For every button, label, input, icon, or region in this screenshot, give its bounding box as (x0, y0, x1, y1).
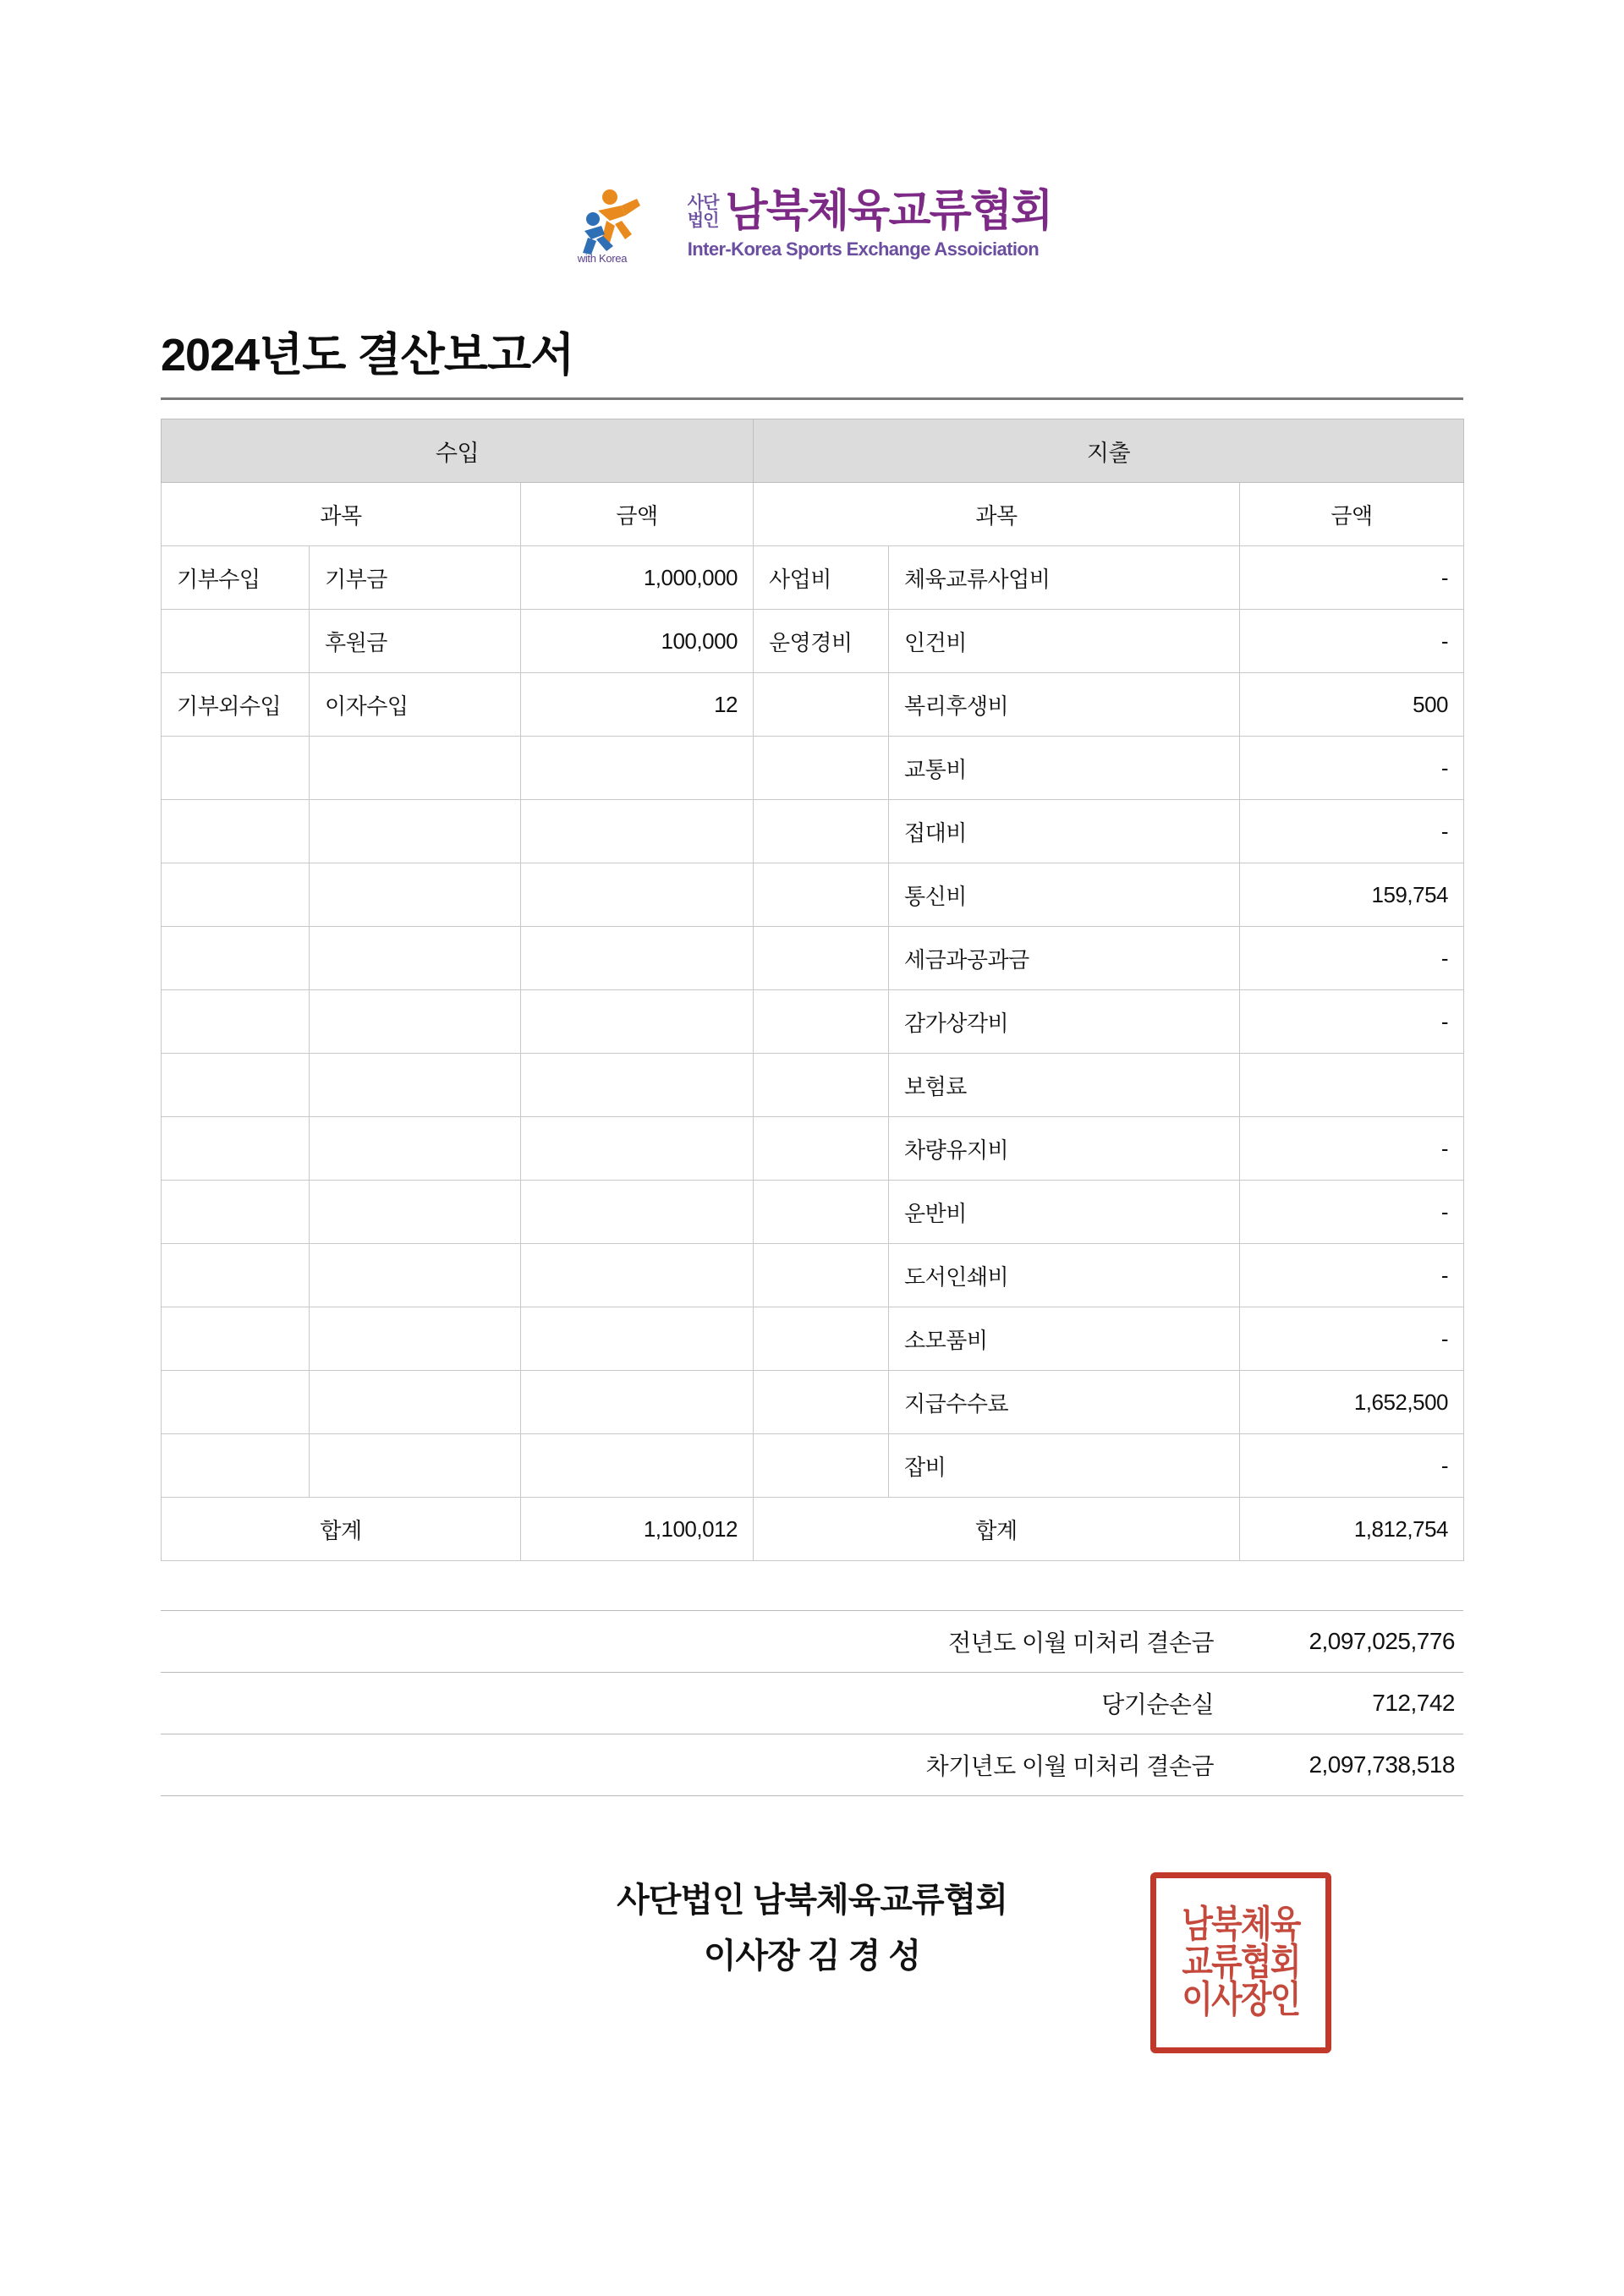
income-category (162, 1434, 310, 1498)
expense-total-label: 합계 (754, 1498, 1240, 1561)
income-amount (521, 1244, 754, 1307)
income-category (162, 1117, 310, 1181)
expense-amount: - (1240, 1181, 1464, 1244)
income-item: 후원금 (310, 610, 521, 673)
table-row (162, 927, 1464, 990)
income-item (310, 737, 521, 800)
expense-amount-header: 금액 (1240, 483, 1464, 546)
expense-amount: 1,652,500 (1240, 1371, 1464, 1434)
income-amount: 12 (521, 673, 754, 737)
table-row (162, 1244, 1464, 1307)
income-item (310, 1054, 521, 1117)
logo-corporate-mark: 사단 법인 (687, 194, 719, 230)
income-item (310, 1181, 521, 1244)
income-item (310, 1434, 521, 1498)
table-row (162, 1307, 1464, 1371)
income-category: 기부외수입 (162, 673, 310, 737)
table-sub-header-row (162, 483, 1464, 546)
summary-label: 당기순손실 (161, 1673, 1222, 1734)
settlement-table (161, 419, 1464, 1561)
expense-category-header: 과목 (754, 483, 1240, 546)
expense-amount: - (1240, 1244, 1464, 1307)
table-row (162, 1181, 1464, 1244)
income-category (162, 1244, 310, 1307)
expense-category (754, 737, 889, 800)
income-item: 기부금 (310, 546, 521, 610)
income-amount (521, 1371, 754, 1434)
title-divider (161, 397, 1463, 400)
expense-item: 접대비 (889, 800, 1240, 863)
expense-item: 복리후생비 (889, 673, 1240, 737)
income-amount (521, 737, 754, 800)
income-total-label: 합계 (162, 1498, 521, 1561)
expense-category (754, 990, 889, 1054)
income-category (162, 863, 310, 927)
expense-category: 운영경비 (754, 610, 889, 673)
expense-item: 차량유지비 (889, 1117, 1240, 1181)
income-category (162, 610, 310, 673)
logo-org-name-ko: 남북체육교류협회 (725, 187, 1052, 236)
income-category (162, 800, 310, 863)
expense-category (754, 800, 889, 863)
summary-table (161, 1610, 1463, 1796)
income-item (310, 800, 521, 863)
expense-item: 잡비 (889, 1434, 1240, 1498)
expense-amount: - (1240, 800, 1464, 863)
expense-category (754, 1434, 889, 1498)
income-amount (521, 1307, 754, 1371)
income-category (162, 1371, 310, 1434)
table-row (162, 1434, 1464, 1498)
summary-label: 차기년도 이월 미처리 결손금 (161, 1734, 1222, 1796)
income-amount (521, 927, 754, 990)
summary-label: 전년도 이월 미처리 결손금 (161, 1611, 1222, 1673)
summary-row (161, 1673, 1463, 1734)
table-row (162, 800, 1464, 863)
title-section (161, 319, 1463, 400)
income-amount: 1,000,000 (521, 546, 754, 610)
settlement-table-wrap (161, 419, 1463, 1561)
table-group-header-row (162, 419, 1464, 483)
expense-item: 체육교류사업비 (889, 546, 1240, 610)
income-category (162, 1307, 310, 1371)
logo-mark-icon (573, 182, 674, 266)
expense-item: 보험료 (889, 1054, 1240, 1117)
expense-item: 지급수수료 (889, 1371, 1240, 1434)
page-title: 2024년도 결산보고서 (161, 330, 574, 381)
expense-total-amount: 1,812,754 (1240, 1498, 1464, 1561)
income-item (310, 927, 521, 990)
expense-category (754, 1244, 889, 1307)
logo-tagline: with Korea (577, 252, 628, 265)
income-group-header: 수입 (162, 419, 754, 483)
income-total-amount: 1,100,012 (521, 1498, 754, 1561)
income-item (310, 1371, 521, 1434)
summary-row (161, 1734, 1463, 1796)
expense-item: 인건비 (889, 610, 1240, 673)
expense-amount: - (1240, 927, 1464, 990)
income-amount (521, 1117, 754, 1181)
income-category-header: 과목 (162, 483, 521, 546)
table-row (162, 990, 1464, 1054)
expense-amount: - (1240, 546, 1464, 610)
income-amount (521, 800, 754, 863)
expense-category (754, 1117, 889, 1181)
income-amount (521, 863, 754, 927)
expense-category (754, 1181, 889, 1244)
expense-category (754, 673, 889, 737)
expense-amount: - (1240, 1307, 1464, 1371)
summary-value: 712,742 (1222, 1673, 1463, 1734)
expense-category (754, 1054, 889, 1117)
seal-text: 남북체육교류협회이사장인 (1182, 1902, 1300, 2022)
official-seal-stamp (1150, 1872, 1331, 2053)
income-amount: 100,000 (521, 610, 754, 673)
expense-group-header: 지출 (754, 419, 1464, 483)
income-category (162, 1054, 310, 1117)
expense-amount: - (1240, 990, 1464, 1054)
signature-section (0, 1872, 1624, 2022)
signature-representative: 이사장 김 경 성 (703, 1937, 921, 1975)
expense-item: 통신비 (889, 863, 1240, 927)
expense-item: 세금과공과금 (889, 927, 1240, 990)
income-amount (521, 1181, 754, 1244)
expense-item: 교통비 (889, 737, 1240, 800)
income-amount (521, 990, 754, 1054)
expense-amount: - (1240, 1434, 1464, 1498)
table-row (162, 673, 1464, 737)
expense-category (754, 927, 889, 990)
table-row (162, 546, 1464, 610)
income-amount-header: 금액 (521, 483, 754, 546)
organization-logo (0, 0, 1624, 266)
table-row (162, 1054, 1464, 1117)
expense-amount (1240, 1054, 1464, 1117)
income-category (162, 927, 310, 990)
summary-value: 2,097,738,518 (1222, 1734, 1463, 1796)
income-item (310, 1244, 521, 1307)
table-row (162, 863, 1464, 927)
expense-category (754, 863, 889, 927)
expense-item: 도서인쇄비 (889, 1244, 1240, 1307)
income-item (310, 863, 521, 927)
table-row (162, 610, 1464, 673)
table-row (162, 1371, 1464, 1434)
expense-category: 사업비 (754, 546, 889, 610)
table-total-row (162, 1498, 1464, 1561)
logo-org-name-en: Inter-Korea Sports Exchange Assoiciation (687, 238, 1040, 260)
expense-item: 운반비 (889, 1181, 1240, 1244)
summary-value: 2,097,025,776 (1222, 1611, 1463, 1673)
income-item (310, 1117, 521, 1181)
table-row (162, 737, 1464, 800)
expense-amount: 159,754 (1240, 863, 1464, 927)
expense-category (754, 1307, 889, 1371)
expense-amount: - (1240, 737, 1464, 800)
table-row (162, 1117, 1464, 1181)
income-amount (521, 1434, 754, 1498)
income-item (310, 990, 521, 1054)
signature-organization: 사단법인 남북체육교류협회 (617, 1882, 1007, 1919)
income-amount (521, 1054, 754, 1117)
expense-item: 소모품비 (889, 1307, 1240, 1371)
expense-category (754, 1371, 889, 1434)
income-category (162, 737, 310, 800)
expense-item: 감가상각비 (889, 990, 1240, 1054)
summary-section (161, 1610, 1463, 1796)
expense-amount: - (1240, 1117, 1464, 1181)
summary-row (161, 1611, 1463, 1673)
expense-amount: - (1240, 610, 1464, 673)
income-category (162, 990, 310, 1054)
expense-amount: 500 (1240, 673, 1464, 737)
income-category (162, 1181, 310, 1244)
income-category: 기부수입 (162, 546, 310, 610)
income-item: 이자수입 (310, 673, 521, 737)
income-item (310, 1307, 521, 1371)
